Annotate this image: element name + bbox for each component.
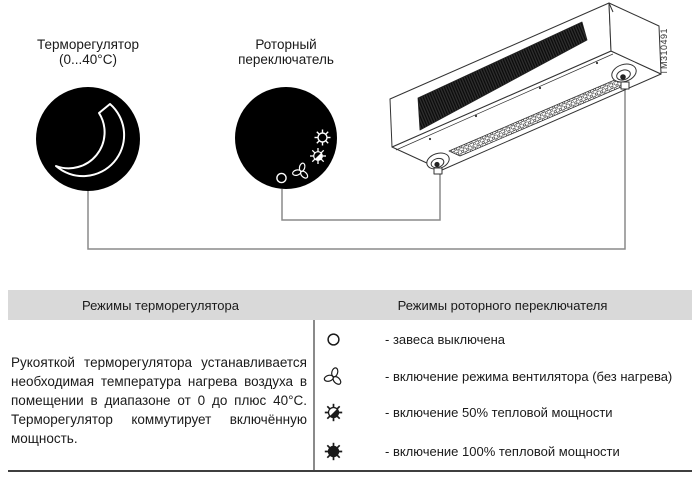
thermo-description-line: помещении в диапазоне от 0 до плюс 40°С.	[11, 393, 307, 408]
mode-text: - включение 100% тепловой мощности	[385, 443, 620, 459]
rotary-caption-line2: переключатель	[238, 52, 334, 67]
rotary-modes-list	[314, 320, 692, 470]
thermo-description	[8, 320, 313, 470]
header-rotary-modes: Режимы роторного переключателя	[397, 297, 608, 313]
mode-row-off	[314, 325, 692, 353]
rotary-caption-line1: Роторный	[255, 37, 317, 52]
mode-row-heat-50	[314, 398, 692, 426]
curtain-off-icon	[323, 329, 344, 350]
thermo-description-line: необходимая температура нагрева воздуха в	[11, 374, 307, 389]
air-curtain-device-drawing	[390, 3, 661, 174]
thermo-caption-line1: Терморегулятор	[37, 37, 139, 52]
header-thermo-modes: Режимы терморегулятора	[81, 297, 239, 313]
thermo-knob-caption	[18, 37, 158, 67]
modes-table-header	[8, 290, 692, 320]
mode-row-fan	[314, 362, 692, 390]
knob-heat-50-icon	[310, 148, 326, 164]
mode-text: - включение режима вентилятора (без нагрева)	[385, 368, 673, 384]
knob-heat-100-icon	[315, 130, 331, 146]
modes-table	[8, 290, 692, 472]
thermo-caption-line2: (0...40°С)	[59, 52, 117, 67]
modes-table-body	[8, 320, 692, 472]
rotary-knob-caption	[212, 37, 360, 67]
mode-row-heat-100	[314, 437, 692, 465]
rotary-switch-knob	[235, 87, 337, 189]
mode-text: - завеса выключена	[385, 331, 506, 347]
heat-50-icon	[323, 402, 344, 423]
thermo-description-line: мощность.	[11, 431, 78, 446]
mode-text: - включение 50% тепловой мощности	[385, 404, 613, 420]
thermo-description-line: Терморегулятор коммутирует включённую	[11, 412, 307, 427]
heat-100-icon	[323, 441, 344, 462]
fan-mode-icon	[323, 366, 344, 387]
thermo-description-line: Рукояткой терморегулятора устанавливается	[11, 355, 307, 370]
thermoregulator-knob	[36, 87, 140, 191]
part-code-label: TM310491	[659, 27, 669, 75]
